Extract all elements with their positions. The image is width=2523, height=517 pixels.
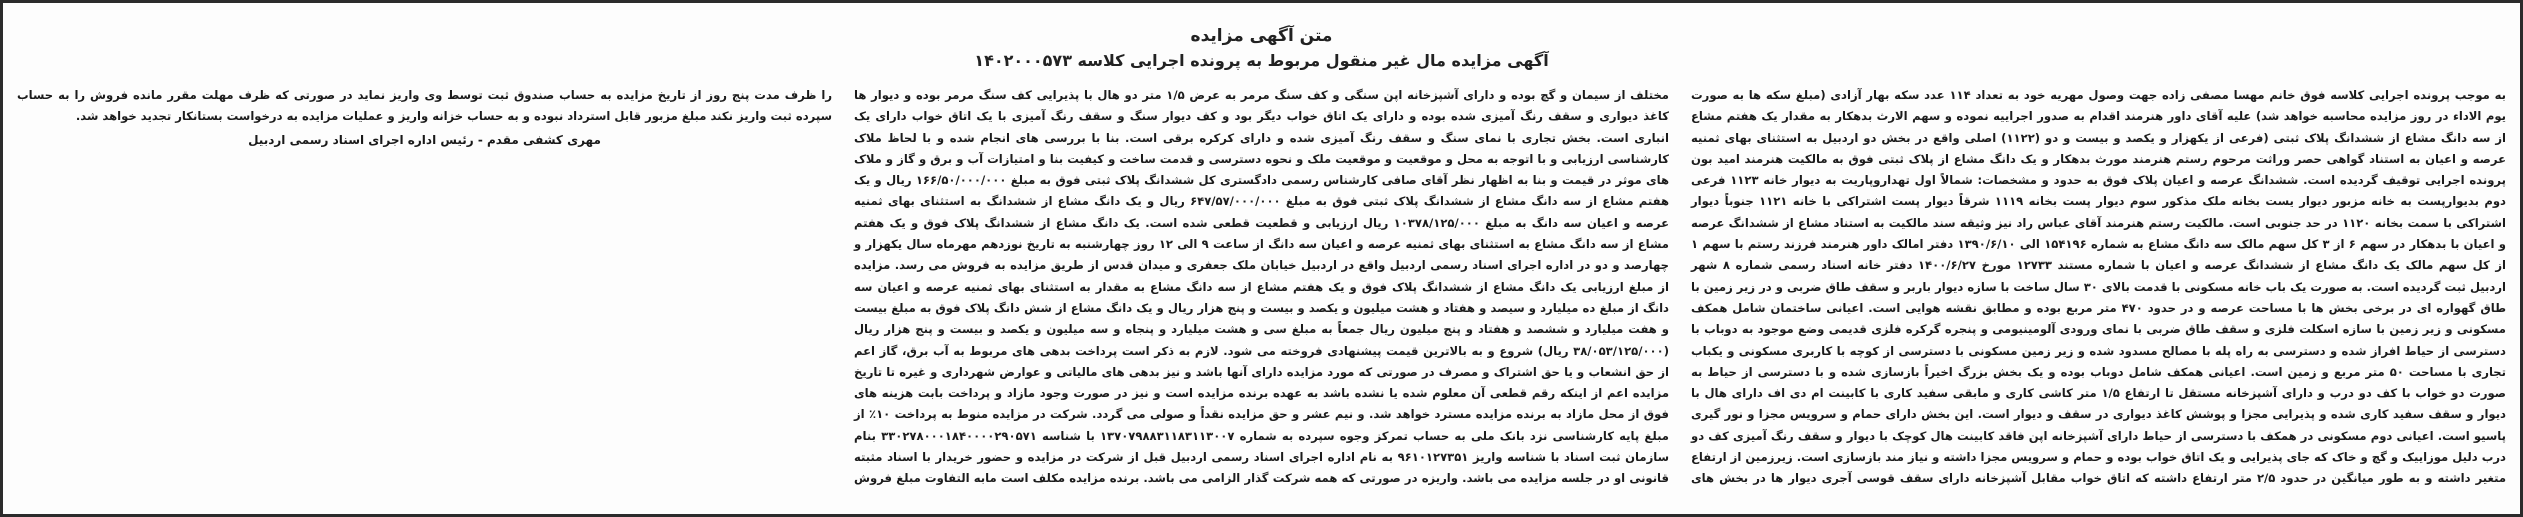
notice-body-columns [17,85,2506,504]
notice-body-text: به موجب پرونده اجرایی کلاسه فوق خانم مهسا مصفی زاده جهت وصول مهریه خود به تعداد ۱۱۴ عدد سکه بهار آزادی (مبلغ سکه ها به صورت یوم الاداء در روز مزایده محاسبه خواهد شد) علیه آقای داور هنرمند اقدام به صدور اجراییه نموده و سهم الارث بدهکار به مقدار یک هفتم مشاع از سه دانگ مشاع از ششدانگ پلاک ثبتی (فرعی از یکهزار و یکصد و بیست و دو (۱۱۲۲) اصلی واقع در بخش دو اردبیل به استثنای بهای ثمنیه عرصه و اعیان به استناد گواهی حصر وراثت مرحوم رستم هنرمند مورث بدهکار و یک دانگ مشاع از پلاک ثبتی فوق به مالکیت هنرمند امید بون پرونده اجرایی توقیف گردیده است. ششدانگ عرصه و اعیان پلاک فوق به حدود و مشخصات: شمالاً اول تهداروپاریت به دیوار خانه ۱۱۲۳ فرعی دوم بدیوارپست به خانه مزبور دیوار یست بخانه ملک مذکور سوم دیوار پست بخانه ۱۱۱۹ شرقاً دیوار پست اشتراکی با خانه ۱۱۲۱ جنوباً دیوار اشتراکی با سمت بخانه ۱۱۲۰ در حد جنوبی است. مالکیت رستم هنرمند آقای عباس راد نیز وثیقه سند مالکیت به استناد مشاع از ششدانگ عرصه و اعیان با بدهکار در سهم ۶ از ۳ کل سهم مالک سه دانگ مشاع به شماره ۱۵۴۱۹۶ الی ۱۳۹۰/۶/۱۰ دفتر امالک داور هنرمند فرزند رستم با سهم ۱ از کل سهم مالک یک دانگ مشاع از ششدانگ عرصه و اعیان با شماره مستند ۱۲۷۳۳ مورخ ۱۴۰۰/۶/۲۷ دفتر خانه اسناد رسمی شماره ۸ شهر اردبیل ثبت گردیده است. به صورت یک باب خانه مسکونی با قدمت بالای ۳۰ سال ساخت با سازه دیوار باربر و سقف طاق ضربی و در زیر زمین با طاق گهواره ای در برخی بخش ها با مساحت عرصه و در حدود ۴۷۰ متر مربع بوده و مطابق نقشه هوایی است. اعیانی ساختمان شامل همکف مسکونی و زیر زمین با سازه اسکلت فلزی و سقف طاق ضربی با نمای ورودی آلومینیومی و پنجره گرکره فلزی قدیمی وضع موجود به دوباب با دسترسی از حیاط افراز شده و دسترسی به راه پله با مصالح مسدود شده و زیر زمین مسکونی با دسترسی از کوچه با کاربری مسکونی و یکباب تجاری با مساحت ۵۰ متر مربع و زمین است. اعیانی همکف شامل دوباب بوده و یک بخش بزرگ اخیراً بازسازی شده و با دسترسی از حیاط به صورت دو خواب با کف دو درب و دارای آشپزخانه مستقل تا ارتفاع ۱/۵ متر کاشی کاری و مابقی سفید کاری با کابینت ام دی اف دارای هال با دیوار و سقف سفید کاری شده و پذیرایی مجزا و پوشش کاغذ دیواری در سقف و دیوار است. این بخش دارای حمام و سرویس مجزا و نور گیری پاسیو است. اعیانی دوم مسکونی در همکف با دسترسی از حیاط دارای آشپزخانه اپن فاقد کابینت هال کوچک با دیوار و سقف رنگ آمیزی کف دو درب دلیل موزاییک و گچ و خاک که جای پذیرایی و یک اتاق خواب بوده و حمام و سرویس مجزا داشته و نیاز مند بازسازی است. زیرزمین از ارتفاع متغیر داشته و به طور میانگین در حدود ۲/۵ متر ارتفاع داشته که اتاق خواب مقابل آشپزخانه دارای سقف قوسی آجری دیوار ها در بخش های مختلف از سیمان و گچ بوده و دارای آشپزخانه اپن سنگی و کف سنگ مرمر به عرض ۱/۵ متر دو هال با پذیرایی کف سنگ مرمر بوده و دیوار ها کاغذ دیواری و سقف رنگ آمیزی شده بوده و دارای یک اتاق خواب دیگر بود و کف دیوار سنگ و سقف رنگ آمیزی با یک اتاق خواب دارای یک انباری است. بخش تجاری با نمای سنگ و سقف رنگ آمیزی شده و دارای کرکره برقی است. بنا با بررسی های انجام شده و با لحاظ ملاک کارشناسی ارزیابی و با اتوجه به محل و موقعیت و موقعیت ملک و نحوه دسترسی و قدمت ساخت و کیفیت بنا و امتیازات آب و برق و گاز و ملاک های موثر در قیمت و بنا به اظهار نظر آقای صافی کارشناس رسمی دادگستری کل ششدانگ پلاک ثبتی فوق به مبلغ ۱۶۶/۵۰/۰۰۰/۰۰۰ ریال و یک هفتم مشاع از سه دانگ مشاع از ششدانگ پلاک ثبتی فوق به مبلغ ۶۴۷/۵۷/۰۰۰/۰۰۰ ریال و یک دانگ مشاع از ششدانگ به استثنای بهای ثمنیه عرصه و اعیان سه دانگ به مبلغ ۱۰۳۷۸/۱۲۵/۰۰۰ ریال ارزیابی و قطعیت قطعی شده است. یک دانگ مشاع از ششدانگ پلاک فوق و یک هفتم مشاع از سه دانگ مشاع به استثنای بهای ثمنیه عرصه و اعیان سه دانگ از ساعت ۹ الی ۱۲ روز چهارشنبه به تاریخ نوزدهم مهرماه سال یکهزار و چهارصد و دو در اداره اجرای اسناد رسمی اردبیل واقع در اردبیل خیابان ملک جعفری و میدان قدس از طریق مزایده به فروش می رسد. مزایده از مبلغ ارزیابی یک دانگ مشاع از ششدانگ پلاک فوق و یک هفتم مشاع از سه دانگ مشاع به مقدار به استثنای بهای ثمنیه عرصه و اعیان سه دانگ از مبلغ ده میلیارد و سیصد و هفتاد و هشت میلیون و یکصد و بیست و پنج هزار ریال و یک دانگ مشاع از شش دانگ پلاک فوق به مبلغ بیست و هفت میلیارد و ششصد و هفتاد و پنج میلیون ریال جمعاً به مبلغ سی و هشت میلیارد و پنجاه و سه میلیون و یکصد و بیست و پنج هزار ریال (۳۸/۰۵۳/۱۲۵/۰۰۰ ریال) شروع و به بالاترین قیمت پیشنهادی فروخته می شود. لازم به ذکر است پرداخت بدهی های مربوط به آب برق، گاز اعم از حق انشعاب و یا حق اشتراک و مصرف در صورتی که مورد مزایده دارای آنها باشد و نیز بدهی های مالیاتی و عوارض شهرداری و غیره تا تاریخ مزایده اعم از اینکه رقم قطعی آن معلوم شده یا نشده باشد به عهده برنده مزایده است و نیز در صورت وجود مازاد و پرداخت بابت هزینه های فوق از محل مازاد به برنده مزایده مسترد خواهد شد. و نیم عشر و حق مزایده نقداً و صولی می گردد. شرکت در مزایده منوط به پرداخت ۱۰٪ از مبلغ پایه کارشناسی نزد بانک ملی به حساب تمرکز وجوه سپرده به شماره ۱۳۷۰۷۹۸۸۳۱۱۸۳۱۱۳۰۰۷ با شناسه ۳۳۰۲۷۸۰۰۰۱۸۴۰۰۰۰۲۹۰۵۷۱ بنام سازمان ثبت اسناد با شناسه واریز ۹۶۱۰۱۲۷۳۵۱ به نام اداره اجرای اسناد رسمی اردبیل قبل از شرکت در مزایده و حضور خریدار با اسناد مثبته قانونی او در جلسه مزایده می باشد. واریزه در صورتی که همه شرکت گذار الزامی می باشد. برنده مزایده مکلف است مابه التفاوت مبلغ فروش را ظرف مدت پنج روز از تاریخ مزایده به حساب صندوق ثبت توسط وی واریز نماید در صورتی که ظرف مهلت مقرر مانده فروش را به حساب سپرده ثبت واریز نکند مبلغ مزبور قابل استرداد نبوده و به حساب خزانه واریز و عملیات مزایده به درخواست بستانکار تجدید خواهد شد. [17,88,2507,486]
notice-subtitle: آگهی مزایده مال غیر منقول مربوط به پرونده اجرایی کلاسه ۱۴۰۲۰۰۰۵۷۳ [974,51,1549,70]
notice-signature: مهری کشفی مقدم - رئیس اداره اجرای اسناد رسمی اردبیل [248,132,601,147]
notice-header [3,25,2520,71]
notice-title: متن آگهی مزایده [1190,26,1333,46]
